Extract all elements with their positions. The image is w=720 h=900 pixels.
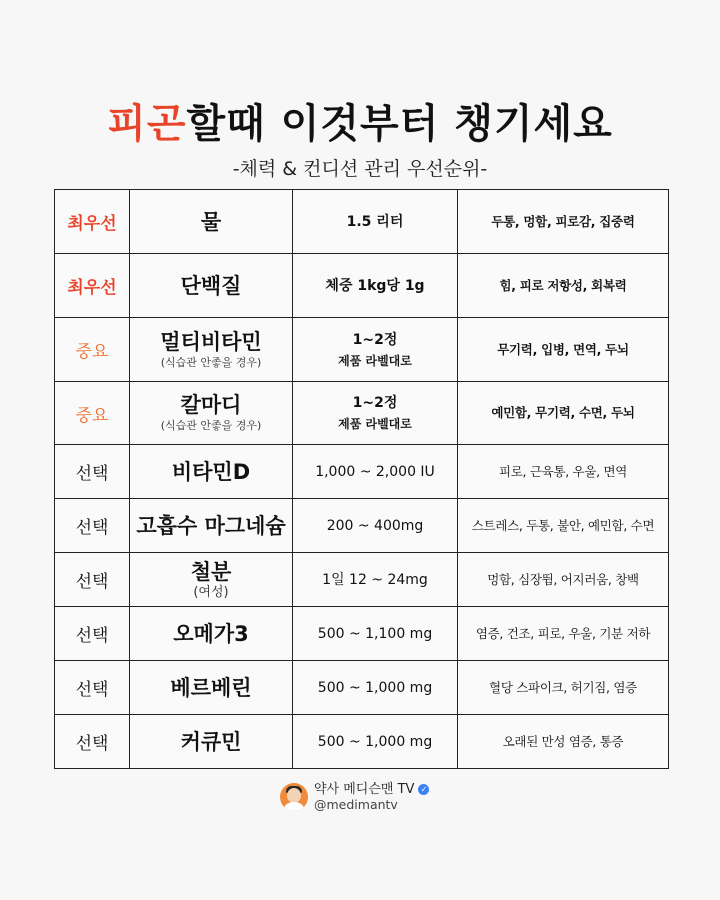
dose-value: 500 ~ 1,000 mg bbox=[317, 733, 433, 750]
channel-handle: @medimantv bbox=[314, 797, 398, 812]
priority-label: 최우선 bbox=[67, 278, 117, 298]
priority-label: 중요 bbox=[75, 342, 109, 362]
dose-value: 1.5 리터 bbox=[346, 213, 404, 230]
dose-value: 1,000 ~ 2,000 IU bbox=[315, 463, 435, 480]
supplement-note: (식습관 안좋을 경우) bbox=[160, 419, 262, 432]
dose-subtext: 제품 라벨대로 bbox=[338, 353, 412, 368]
priority-label: 선택 bbox=[75, 572, 109, 592]
priority-label: 중요 bbox=[75, 405, 109, 426]
priority-label: 선택 bbox=[75, 518, 109, 538]
supplement-name: 물 bbox=[200, 209, 222, 234]
supplement-name: 고흡수 마그네슘 bbox=[136, 513, 286, 538]
title-rest: 할때 이것부터 챙기세요 bbox=[186, 101, 613, 147]
dose-value: 500 ~ 1,000 mg bbox=[317, 679, 433, 696]
page-subtitle: -체력 & 컨디션 관리 우선순위- bbox=[232, 158, 488, 180]
supplement-table bbox=[54, 189, 669, 769]
effect-text: 오래된 만성 염증, 통증 bbox=[502, 733, 624, 749]
table-row bbox=[55, 607, 669, 661]
supplement-name: 베르베린 bbox=[170, 675, 252, 700]
supplement-note: (식습관 안좋을 경우) bbox=[160, 355, 262, 369]
supplement-name: 철분 bbox=[190, 559, 232, 584]
dose-value: 1~2정 bbox=[352, 331, 398, 348]
dose-value: 500 ~ 1,100 mg bbox=[317, 625, 433, 642]
priority-label: 선택 bbox=[75, 464, 109, 484]
effect-text: 피로, 근육통, 우울, 면역 bbox=[498, 463, 628, 479]
table-row bbox=[55, 499, 669, 553]
verified-check-icon: ✓ bbox=[418, 784, 429, 795]
priority-label: 선택 bbox=[75, 734, 109, 754]
table-row bbox=[55, 661, 669, 715]
title-highlight: 피곤 bbox=[107, 101, 187, 147]
priority-label: 선택 bbox=[75, 680, 109, 700]
effect-text: 무기력, 입병, 면역, 두뇌 bbox=[497, 341, 629, 357]
effect-text: 멍함, 심장뜀, 어지러움, 창백 bbox=[487, 571, 639, 587]
supplement-note: (여성) bbox=[193, 584, 229, 600]
effect-text: 스트레스, 두통, 불안, 예민함, 수면 bbox=[471, 517, 655, 533]
table-row bbox=[55, 254, 669, 318]
table-row bbox=[55, 382, 669, 445]
dose-value: 200 ~ 400mg bbox=[326, 517, 424, 534]
dose-value: 체중 1kg당 1g bbox=[325, 277, 425, 294]
supplement-name: 커큐민 bbox=[180, 729, 242, 754]
effect-text: 힘, 피로 저항성, 회복력 bbox=[499, 277, 627, 293]
channel-name: 약사 메디슨맨 TV bbox=[314, 782, 415, 797]
supplement-name: 비타민D bbox=[171, 459, 251, 484]
table-row bbox=[55, 715, 669, 769]
dose-subtext: 제품 라벨대로 bbox=[338, 417, 412, 431]
page-title bbox=[0, 96, 720, 152]
dose-value: 1~2정 bbox=[352, 395, 398, 411]
effect-text: 염증, 건조, 피로, 우울, 기분 저하 bbox=[475, 625, 651, 641]
dose-value: 1일 12 ~ 24mg bbox=[322, 571, 428, 588]
supplement-name: 단백질 bbox=[180, 273, 242, 298]
table-row bbox=[55, 318, 669, 382]
table-row bbox=[55, 553, 669, 607]
table-row bbox=[55, 445, 669, 499]
supplement-name: 칼마디 bbox=[180, 393, 242, 417]
supplement-name: 멀티비타민 bbox=[160, 329, 262, 354]
effect-text: 예민함, 무기력, 수면, 두뇌 bbox=[491, 405, 635, 420]
avatar-icon bbox=[280, 783, 308, 811]
table-row bbox=[55, 190, 669, 254]
channel-credit bbox=[280, 782, 429, 812]
supplement-name: 오메가3 bbox=[173, 621, 249, 646]
priority-label: 선택 bbox=[75, 626, 109, 646]
effect-text: 두통, 멍함, 피로감, 집중력 bbox=[491, 213, 635, 229]
priority-label: 최우선 bbox=[67, 214, 117, 234]
effect-text: 혈당 스파이크, 허기짐, 염증 bbox=[489, 679, 637, 695]
